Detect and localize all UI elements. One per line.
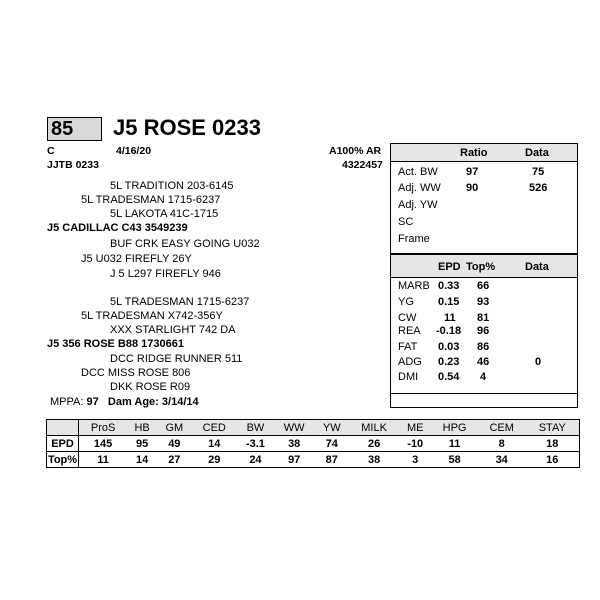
epd-value: 95 xyxy=(127,436,157,452)
pedigree-dam: J5 356 ROSE B88 1730661 xyxy=(47,338,184,350)
carcass-data-header: Data xyxy=(525,261,549,273)
carcass-top: 93 xyxy=(477,296,490,308)
top-percent-value: 58 xyxy=(431,452,478,468)
carcass-epd: -0.18 xyxy=(436,325,462,337)
carcass-label: DMI xyxy=(398,371,419,383)
carcass-top: 66 xyxy=(477,280,490,292)
carcass-label: YG xyxy=(398,296,414,308)
registration-number: 4322457 xyxy=(342,159,383,171)
carcass-epd-header: EPD xyxy=(438,261,461,273)
top-percent-row-label: Top% xyxy=(47,453,78,466)
epd-column-header: STAY xyxy=(526,420,580,436)
epd-value: 11 xyxy=(431,436,478,452)
carcass-top: 86 xyxy=(477,341,490,353)
epd-column-header: BW xyxy=(237,420,274,436)
top-percent-value: 11 xyxy=(79,452,128,468)
carcass-top-header: Top% xyxy=(466,261,496,273)
carcass-label: CW xyxy=(398,312,417,324)
pedigree-sire-sire-dam: 5L LAKOTA 41C-1715 xyxy=(110,208,219,220)
epd-row-label: EPD xyxy=(47,436,79,452)
pedigree-sire-sire: 5L TRADESMAN 1715-6237 xyxy=(81,194,221,206)
epd-value: 14 xyxy=(192,436,237,452)
carcass-top: 96 xyxy=(477,325,490,337)
top-percent-value: 24 xyxy=(237,452,274,468)
epd-column-header: HB xyxy=(127,420,157,436)
carcass-label: MARB xyxy=(398,280,430,292)
pedigree-dam-dam-dam: DKK ROSE R09 xyxy=(110,381,191,393)
perf-label: Act. BW xyxy=(398,166,438,178)
mppa-line xyxy=(50,396,199,408)
pedigree-dam-dam: DCC MISS ROSE 806 xyxy=(81,367,191,379)
carcass-label: FAT xyxy=(398,341,418,353)
dam-age-value: 3/14/14 xyxy=(161,396,199,408)
mppa-value: 97 xyxy=(86,396,99,408)
top-percent-value: 87 xyxy=(314,452,349,468)
top-percent-value: 38 xyxy=(349,452,399,468)
carcass-epd: 0.23 xyxy=(438,356,460,368)
epd-value: 38 xyxy=(274,436,315,452)
epd-column-header: CED xyxy=(192,420,237,436)
perf-ratio: 90 xyxy=(466,182,479,194)
pedigree-sire-dam: J5 U032 FIREFLY 26Y xyxy=(81,253,192,265)
epd-column-header: YW xyxy=(314,420,349,436)
epd-table xyxy=(46,419,580,468)
perf-label: Adj. WW xyxy=(398,182,441,194)
top-percent-value: 27 xyxy=(157,452,192,468)
epd-value: 74 xyxy=(314,436,349,452)
lot-number: 85 xyxy=(47,117,102,141)
epd-value: 8 xyxy=(478,436,526,452)
tattoo: JJTB 0233 xyxy=(47,159,99,171)
top-percent-value: 16 xyxy=(526,452,580,468)
carcass-data: 0 xyxy=(535,356,542,368)
epd-value: -10 xyxy=(399,436,431,452)
pedigree-sire-dam-dam: J 5 L297 FIREFLY 946 xyxy=(110,268,221,280)
carcass-top: 46 xyxy=(477,356,490,368)
panel-footer-box xyxy=(390,394,578,408)
carcass-epd: 11 xyxy=(444,312,456,324)
top-percent-value: 29 xyxy=(192,452,237,468)
mppa-label: MPPA: xyxy=(50,396,84,408)
top-percent-value: 14 xyxy=(127,452,157,468)
perf-data: 75 xyxy=(532,166,545,178)
epd-value: 145 xyxy=(79,436,128,452)
pedigree-sire-dam-sire: BUF CRK EASY GOING U032 xyxy=(110,238,260,250)
pedigree-dam-sire-dam: XXX STARLIGHT 742 DA xyxy=(110,324,236,336)
top-percent-value: 97 xyxy=(274,452,315,468)
dam-age-label: Dam Age: xyxy=(107,396,159,408)
pedigree-sire: J5 CADILLAC C43 3549239 xyxy=(47,222,188,234)
epd-column-header: CEM xyxy=(478,420,526,436)
epd-column-header: WW xyxy=(274,420,315,436)
perf-data: 526 xyxy=(529,182,548,194)
birth-date: 4/16/20 xyxy=(116,145,152,157)
perf-label: Adj. YW xyxy=(398,199,438,211)
pedigree-sire-sire-sire: 5L TRADITION 203-6145 xyxy=(110,180,234,192)
top-percent-row xyxy=(47,452,580,468)
epd-column-header: MILK xyxy=(349,420,399,436)
ratio-header: Ratio xyxy=(460,147,488,159)
perf-label: SC xyxy=(398,216,414,228)
epd-table-corner xyxy=(47,420,79,436)
epd-column-header: HPG xyxy=(431,420,478,436)
pedigree-dam-dam-sire: DCC RIDGE RUNNER 511 xyxy=(110,353,243,365)
breed-code: A100% AR xyxy=(329,145,382,157)
carcass-epd: 0.03 xyxy=(438,341,460,353)
epd-table-header-row xyxy=(47,420,580,436)
perf-ratio: 97 xyxy=(466,166,479,178)
carcass-epd: 0.33 xyxy=(438,280,460,292)
perf-label: Frame xyxy=(398,233,430,245)
carcass-label: REA xyxy=(398,325,421,337)
epd-column-header: ME xyxy=(399,420,431,436)
data-header: Data xyxy=(525,147,549,159)
epd-column-header: GM xyxy=(157,420,192,436)
epd-row xyxy=(47,436,580,452)
epd-value: 26 xyxy=(349,436,399,452)
pedigree-dam-sire: 5L TRADESMAN X742-356Y xyxy=(81,310,223,322)
top-percent-value: 3 xyxy=(399,452,431,468)
epd-value: 18 xyxy=(526,436,580,452)
pedigree-dam-sire-sire: 5L TRADESMAN 1715-6237 xyxy=(110,296,250,308)
epd-column-header: ProS xyxy=(79,420,128,436)
carcass-top: 81 xyxy=(477,312,490,324)
carcass-epd: 0.54 xyxy=(438,371,460,383)
epd-value: 49 xyxy=(157,436,192,452)
carcass-top: 4 xyxy=(480,371,487,383)
sex-code: C xyxy=(47,145,55,157)
carcass-label: ADG xyxy=(398,356,422,368)
animal-name: J5 ROSE 0233 xyxy=(113,115,261,140)
epd-value: -3.1 xyxy=(237,436,274,452)
carcass-epd: 0.15 xyxy=(438,296,460,308)
top-percent-value: 34 xyxy=(478,452,526,468)
